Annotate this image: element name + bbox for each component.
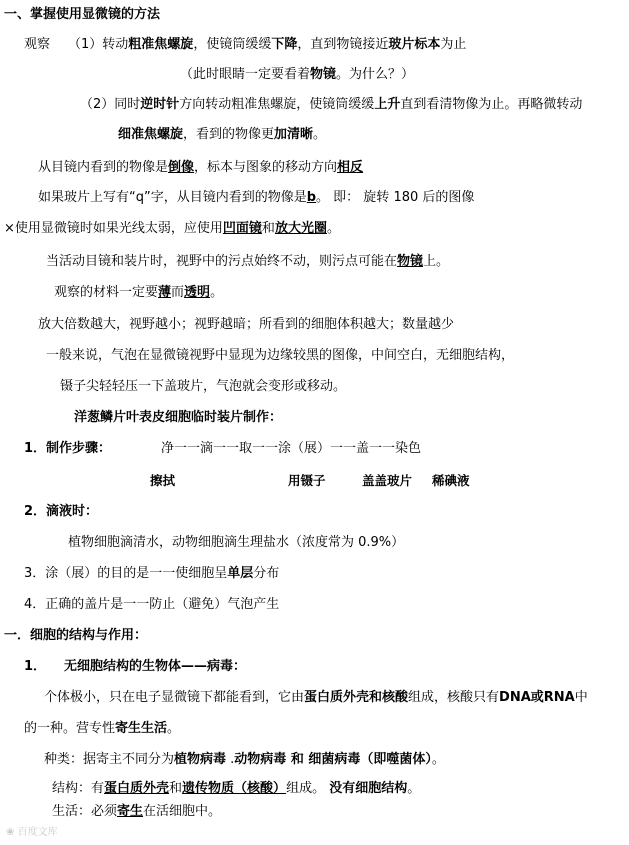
text: 。 (313, 127, 327, 142)
text: 中 (574, 690, 588, 705)
text: 蛋白质外壳和核酸 (304, 690, 409, 705)
text: 无细胞结构的生物体——病毒： (64, 659, 247, 674)
onion-tool-0: 擦拭 (150, 473, 176, 488)
text: 个体极小，只在电子显微镜下都能看到，它由 (44, 690, 305, 705)
observe-step1 (24, 36, 466, 53)
text: 细准焦螺旋 (118, 127, 184, 142)
text: 从目镜内看到的物像是 (38, 160, 169, 175)
observe-step2 (80, 96, 582, 113)
text: 遗传物质（核酸） (182, 781, 287, 796)
inverted-image (38, 159, 363, 176)
text: 物镜 (310, 67, 337, 82)
text: 组成。 (286, 781, 330, 796)
magnification: 放大倍数越大，视野越小；视野越暗；所看到的细胞体积越大；数量越少 (38, 317, 455, 332)
virus-para-line1 (44, 689, 588, 706)
text: 生活：必须 (52, 804, 118, 819)
material (54, 284, 223, 301)
onion-step4: 4．正确的盖片是一一防止（避免）气泡产生 (24, 597, 280, 612)
text: 当活动目镜和装片时，视野中的污点始终不动，则污点可能在 (46, 254, 398, 269)
bubble-line2: 镊子尖轻轻压一下盖玻片，气泡就会变形或移动。 (60, 379, 347, 394)
text: 倒像 (168, 160, 195, 175)
text: 和 (261, 221, 275, 236)
text: 直到看清物像为止。再略微转动 (400, 97, 583, 112)
paw-icon: ❀ (6, 827, 15, 838)
onion-tool-3: 稀碘液 (432, 473, 470, 488)
observe-label: 观察 (24, 37, 51, 52)
text: （1）转动 (68, 37, 129, 52)
onion-step3 (24, 565, 279, 582)
text: 。 (326, 221, 340, 236)
text: 寄生 (117, 804, 144, 819)
text: （此时眼睛一定要看着 (180, 67, 311, 82)
text: 如果玻片上写有“q”字，从目镜内看到的物像是 (38, 190, 307, 205)
text: 透明 (184, 285, 211, 300)
text: 分布 (253, 566, 280, 581)
text: 1． (24, 659, 47, 674)
text: ，看到的物像更 (183, 127, 275, 142)
text: 单层 (227, 566, 254, 581)
text: 。 (431, 752, 445, 767)
text: 动物病毒 (234, 752, 287, 767)
weak-light (4, 220, 340, 237)
text: DNA或RNA (499, 690, 575, 705)
text: 。 即： 旋转 180 后的图像 (316, 190, 475, 205)
virus-heading (24, 658, 246, 675)
text: ，直到物镜接近 (297, 37, 389, 52)
text: ×使用显微镜时如果光线太弱，应使用 (4, 221, 223, 236)
text: 相反 (337, 160, 364, 175)
q-letter (38, 189, 474, 206)
text: 3．涂（展）的目的是一一使细胞呈 (24, 566, 228, 581)
watermark-logo (6, 823, 58, 838)
text: 1．制作步骤： (24, 441, 112, 456)
text: 和 (169, 781, 183, 796)
text: 玻片标本 (388, 37, 441, 52)
observe-note (180, 66, 414, 83)
text: 寄生生活 (115, 721, 168, 736)
text: 加清晰 (274, 127, 314, 142)
text: 粗准焦螺旋 (128, 37, 194, 52)
text: 细菌病毒（即噬菌体） (308, 752, 432, 767)
watermark-text: 百度文库 (17, 827, 58, 838)
virus-kinds (44, 751, 445, 768)
text: 蛋白质外壳 (104, 781, 170, 796)
text: 的一种。营专性 (24, 721, 116, 736)
text: 。为什么？） (336, 67, 415, 82)
virus-structure (52, 780, 420, 797)
virus-para-line2 (24, 720, 180, 737)
text: 。 (167, 721, 181, 736)
onion-step1 (24, 440, 421, 457)
onion-title: 洋葱鳞片叶表皮细胞临时装片制作： (74, 410, 283, 425)
text: 方向转动粗准焦螺旋，使镜筒缓缓 (179, 97, 375, 112)
bubble-line1: 一般来说，气泡在显微镜视野中显现为边缘较黑的图像，中间空白，无细胞结构， (46, 348, 515, 363)
text: 凹面镜 (222, 221, 262, 236)
text: 为止 (440, 37, 467, 52)
section1-title: 一、掌握使用显微镜的方法 (4, 7, 161, 22)
text: 种类：据寄主不同分为 (44, 752, 175, 767)
text: 上升 (374, 97, 401, 112)
onion-tool-2: 盖盖玻片 (362, 473, 413, 488)
text: 植物病毒 (174, 752, 227, 767)
text: . (226, 752, 235, 767)
spot-location (46, 253, 449, 270)
text: 净一一滴一一取一一涂（展）一一盖一一染色 (161, 441, 422, 456)
onion-step2-text: 植物细胞滴清水，动物细胞滴生理盐水（浓度常为 0.9%） (68, 535, 405, 550)
text: 组成，核酸只有 (408, 690, 500, 705)
text: 没有细胞结构 (329, 781, 408, 796)
text: 。 (210, 285, 224, 300)
section2-title: 一．细胞的结构与作用： (4, 628, 148, 643)
text: 和 (286, 752, 309, 767)
text: 。 (407, 781, 421, 796)
onion-step2-label: 2．滴液时： (24, 504, 99, 519)
text: ，标本与图象的移动方向 (194, 160, 338, 175)
text: 观察的材料一定要 (54, 285, 159, 300)
text: 在活细胞中。 (143, 804, 222, 819)
observe-step2-cont (118, 126, 326, 143)
text: 结构：有 (52, 781, 105, 796)
onion-tool-1: 用镊子 (288, 473, 326, 488)
virus-life (52, 803, 221, 820)
text: （2）同时 (80, 97, 141, 112)
text: 物镜 (397, 254, 424, 269)
text: 上。 (423, 254, 450, 269)
text: 逆时针 (140, 97, 180, 112)
text: 薄 (158, 285, 172, 300)
text: b (306, 190, 317, 205)
text: 而 (171, 285, 185, 300)
text: ，使镜筒缓缓 (193, 37, 272, 52)
text: 下降 (271, 37, 298, 52)
text: 放大光圈 (274, 221, 327, 236)
